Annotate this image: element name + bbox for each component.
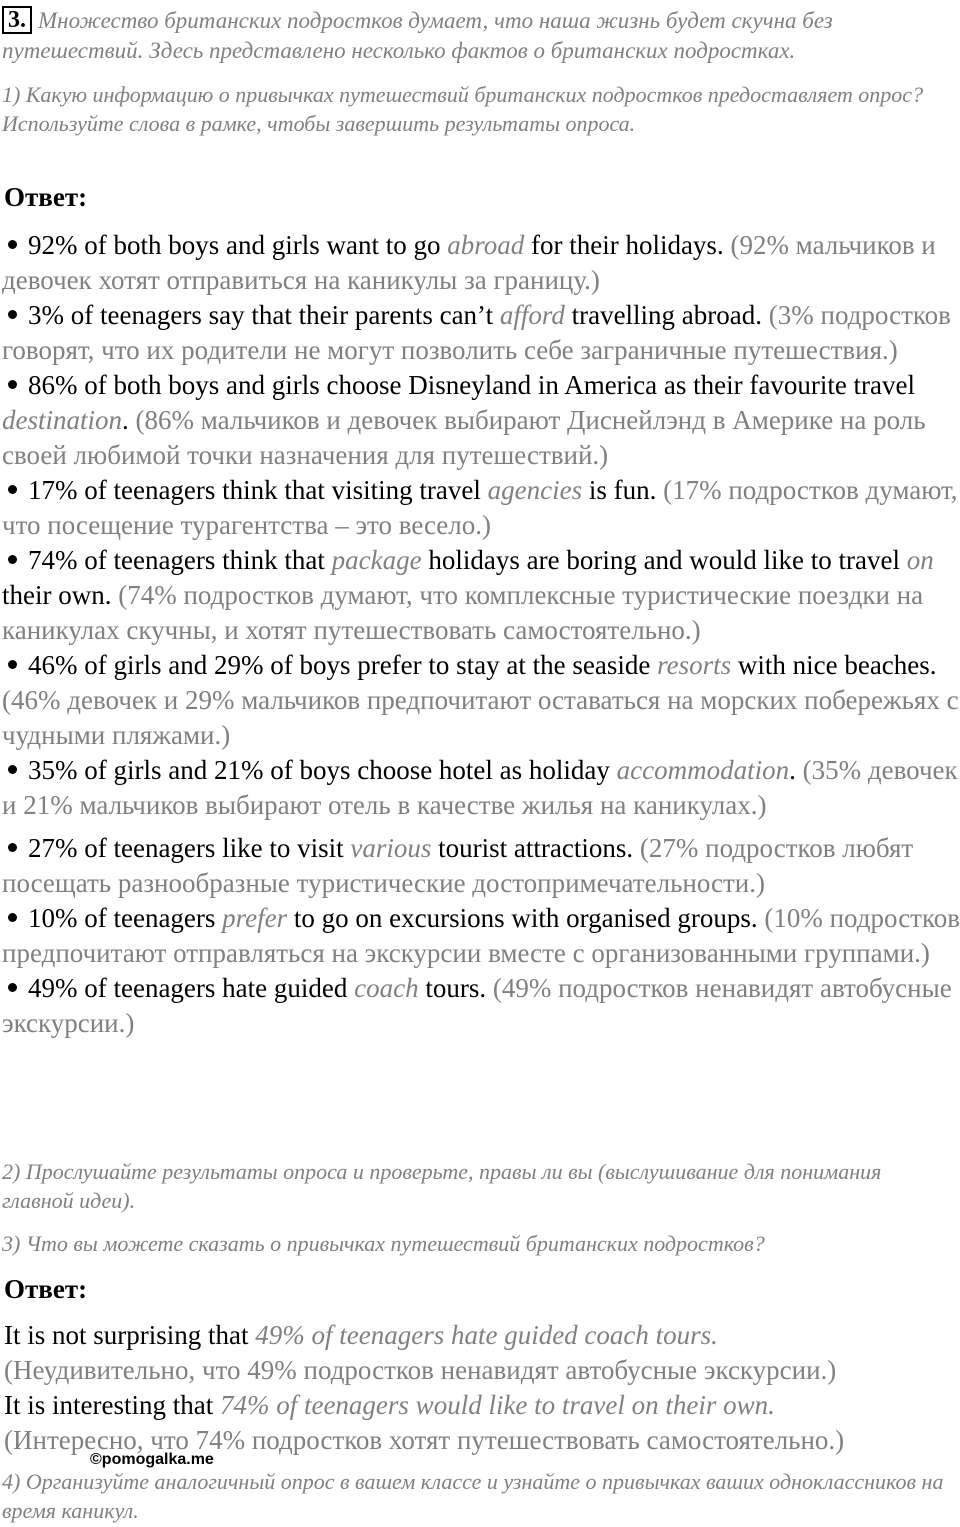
list-item <box>0 473 960 543</box>
item-text: 46% of girls and 29% of boys prefer to stay at the seaside <box>28 650 658 680</box>
final-translation: (Интересно, что 74% подростков хотят путешествовать самостоятельно.) <box>4 1425 845 1455</box>
list-item <box>0 543 960 648</box>
watermark: ©pomogalka.me <box>90 1451 214 1468</box>
instruction-4: 4) Организуйте аналогичный опрос в вашем классе и узнайте о привычках ваших одноклассников на время каникул. <box>2 1469 944 1523</box>
instruction-1: 1) Какую информацию о привычках путешествий британских подростков предоставляет опрос? Используйте слова в рамке, чтобы завершить результаты опроса. <box>2 82 924 136</box>
answer-label-2: Ответ: <box>4 1274 88 1304</box>
item-translation: (10% подростков предпочитают отправляться на экскурсии вместе с организованными группами.) <box>2 903 960 968</box>
item-answer: on <box>906 545 934 575</box>
item-translation: (74% подростков думают, что комплексные туристические поездки на каникулах скучны, и хотят путешествовать самостоятельно.) <box>2 580 924 645</box>
bullet-icon <box>8 555 17 564</box>
item-translation: (86% мальчиков и девочек выбирают Диснейлэнд в Америке на роль своей любимой точки назначения для путешествий.) <box>2 405 926 470</box>
instruction-2: 2) Прослушайте результаты опроса и проверьте, правы ли вы (выслушивание для понимания главной идеи). <box>2 1159 882 1213</box>
bullet-icon <box>8 660 17 669</box>
item-text: to go on excursions with organised groups. <box>287 903 765 933</box>
bullet-icon <box>8 983 17 992</box>
bullet-icon <box>8 843 17 852</box>
final-text: It is not surprising that <box>4 1320 256 1350</box>
final-translation: (Неудивительно, что 49% подростков ненавидят автобусные экскурсии.) <box>4 1355 837 1385</box>
item-answer: accommodation <box>616 755 790 785</box>
list-item <box>0 831 960 901</box>
item-text: for their holidays. <box>524 230 731 260</box>
answer-label-1: Ответ: <box>4 182 88 212</box>
instruction-3: 3) Что вы можете сказать о привычках путешествий британских подростков? <box>2 1231 765 1256</box>
list-item <box>0 648 960 753</box>
bullet-icon <box>8 240 17 249</box>
item-text: 86% of both boys and girls choose Disneyland in America as their favourite travel <box>28 370 916 400</box>
final-answer <box>4 1318 954 1458</box>
list-item <box>0 753 960 823</box>
task-header <box>2 6 952 66</box>
item-text: holidays are boring and would like to travel <box>421 545 907 575</box>
item-text: 17% of teenagers think that visiting travel <box>28 475 488 505</box>
bullet-icon <box>8 913 17 922</box>
item-answer: abroad <box>447 230 525 260</box>
list-item <box>0 971 960 1041</box>
final-fill: 74% of teenagers would like to travel on their own. <box>219 1390 775 1420</box>
list-item <box>0 901 960 971</box>
item-text: their own. <box>2 580 119 610</box>
final-fill: 49% of teenagers hate guided coach tours. <box>255 1320 718 1350</box>
item-translation: (3% подростков говорят, что их родители не могут позволить себе заграничные путешествия.) <box>2 300 951 365</box>
item-answer: afford <box>499 300 565 330</box>
bullet-icon <box>8 765 17 774</box>
answer-list <box>0 228 960 1041</box>
item-translation: (35% девочек и 21% мальчиков выбирают отель в качестве жилья на каникулах.) <box>2 755 958 820</box>
item-text: 35% of girls and 21% of boys choose hotel as holiday <box>28 755 617 785</box>
item-text: travelling abroad. <box>564 300 769 330</box>
item-text: . <box>122 405 136 435</box>
item-text: tourist attractions. <box>431 833 640 863</box>
item-translation: (92% мальчиков и девочек хотят отправиться на каникулы за границу.) <box>2 230 936 295</box>
item-text: 49% of teenagers hate guided <box>28 973 355 1003</box>
bullet-icon <box>8 485 17 494</box>
item-answer: package <box>331 545 422 575</box>
item-text: 3% of teenagers say that their parents can’t <box>28 300 500 330</box>
item-answer: resorts <box>657 650 732 680</box>
item-translation: (17% подростков думают, что посещение турагентства – это весело.) <box>2 475 958 540</box>
item-answer: agencies <box>487 475 583 505</box>
task-intro: Множество британских подростков думает, что наша жизнь будет скучна без путешествий. Здесь представлено несколько фактов о британских подростках. <box>2 8 833 63</box>
item-answer: prefer <box>222 903 288 933</box>
item-text: with nice beaches. <box>731 650 937 680</box>
item-text: is fun. <box>582 475 664 505</box>
item-text: tours. <box>418 973 493 1003</box>
item-answer: various <box>350 833 432 863</box>
bullet-icon <box>8 310 17 319</box>
item-translation: (27% подростков любят посещать разнообразные туристические достопримечательности.) <box>2 833 914 898</box>
list-item <box>0 228 960 298</box>
final-text: It is interesting that <box>4 1390 220 1420</box>
item-text: 92% of both boys and girls want to go <box>28 230 448 260</box>
item-answer: destination <box>2 405 122 435</box>
final-line-2 <box>4 1388 954 1423</box>
final-line-1 <box>4 1318 954 1353</box>
item-answer: coach <box>354 973 419 1003</box>
task-number: 3. <box>2 6 32 34</box>
item-translation: (46% девочек и 29% мальчиков предпочитают оставаться на морских побережьях с чудными пляжами.) <box>2 685 959 750</box>
list-item <box>0 298 960 368</box>
item-text: 74% of teenagers think that <box>28 545 332 575</box>
list-item <box>0 368 960 473</box>
item-text: 27% of teenagers like to visit <box>28 833 351 863</box>
item-text: . <box>789 755 803 785</box>
item-text: 10% of teenagers <box>28 903 223 933</box>
bullet-icon <box>8 380 17 389</box>
item-translation: (49% подростков ненавидят автобусные экскурсии.) <box>2 973 952 1038</box>
